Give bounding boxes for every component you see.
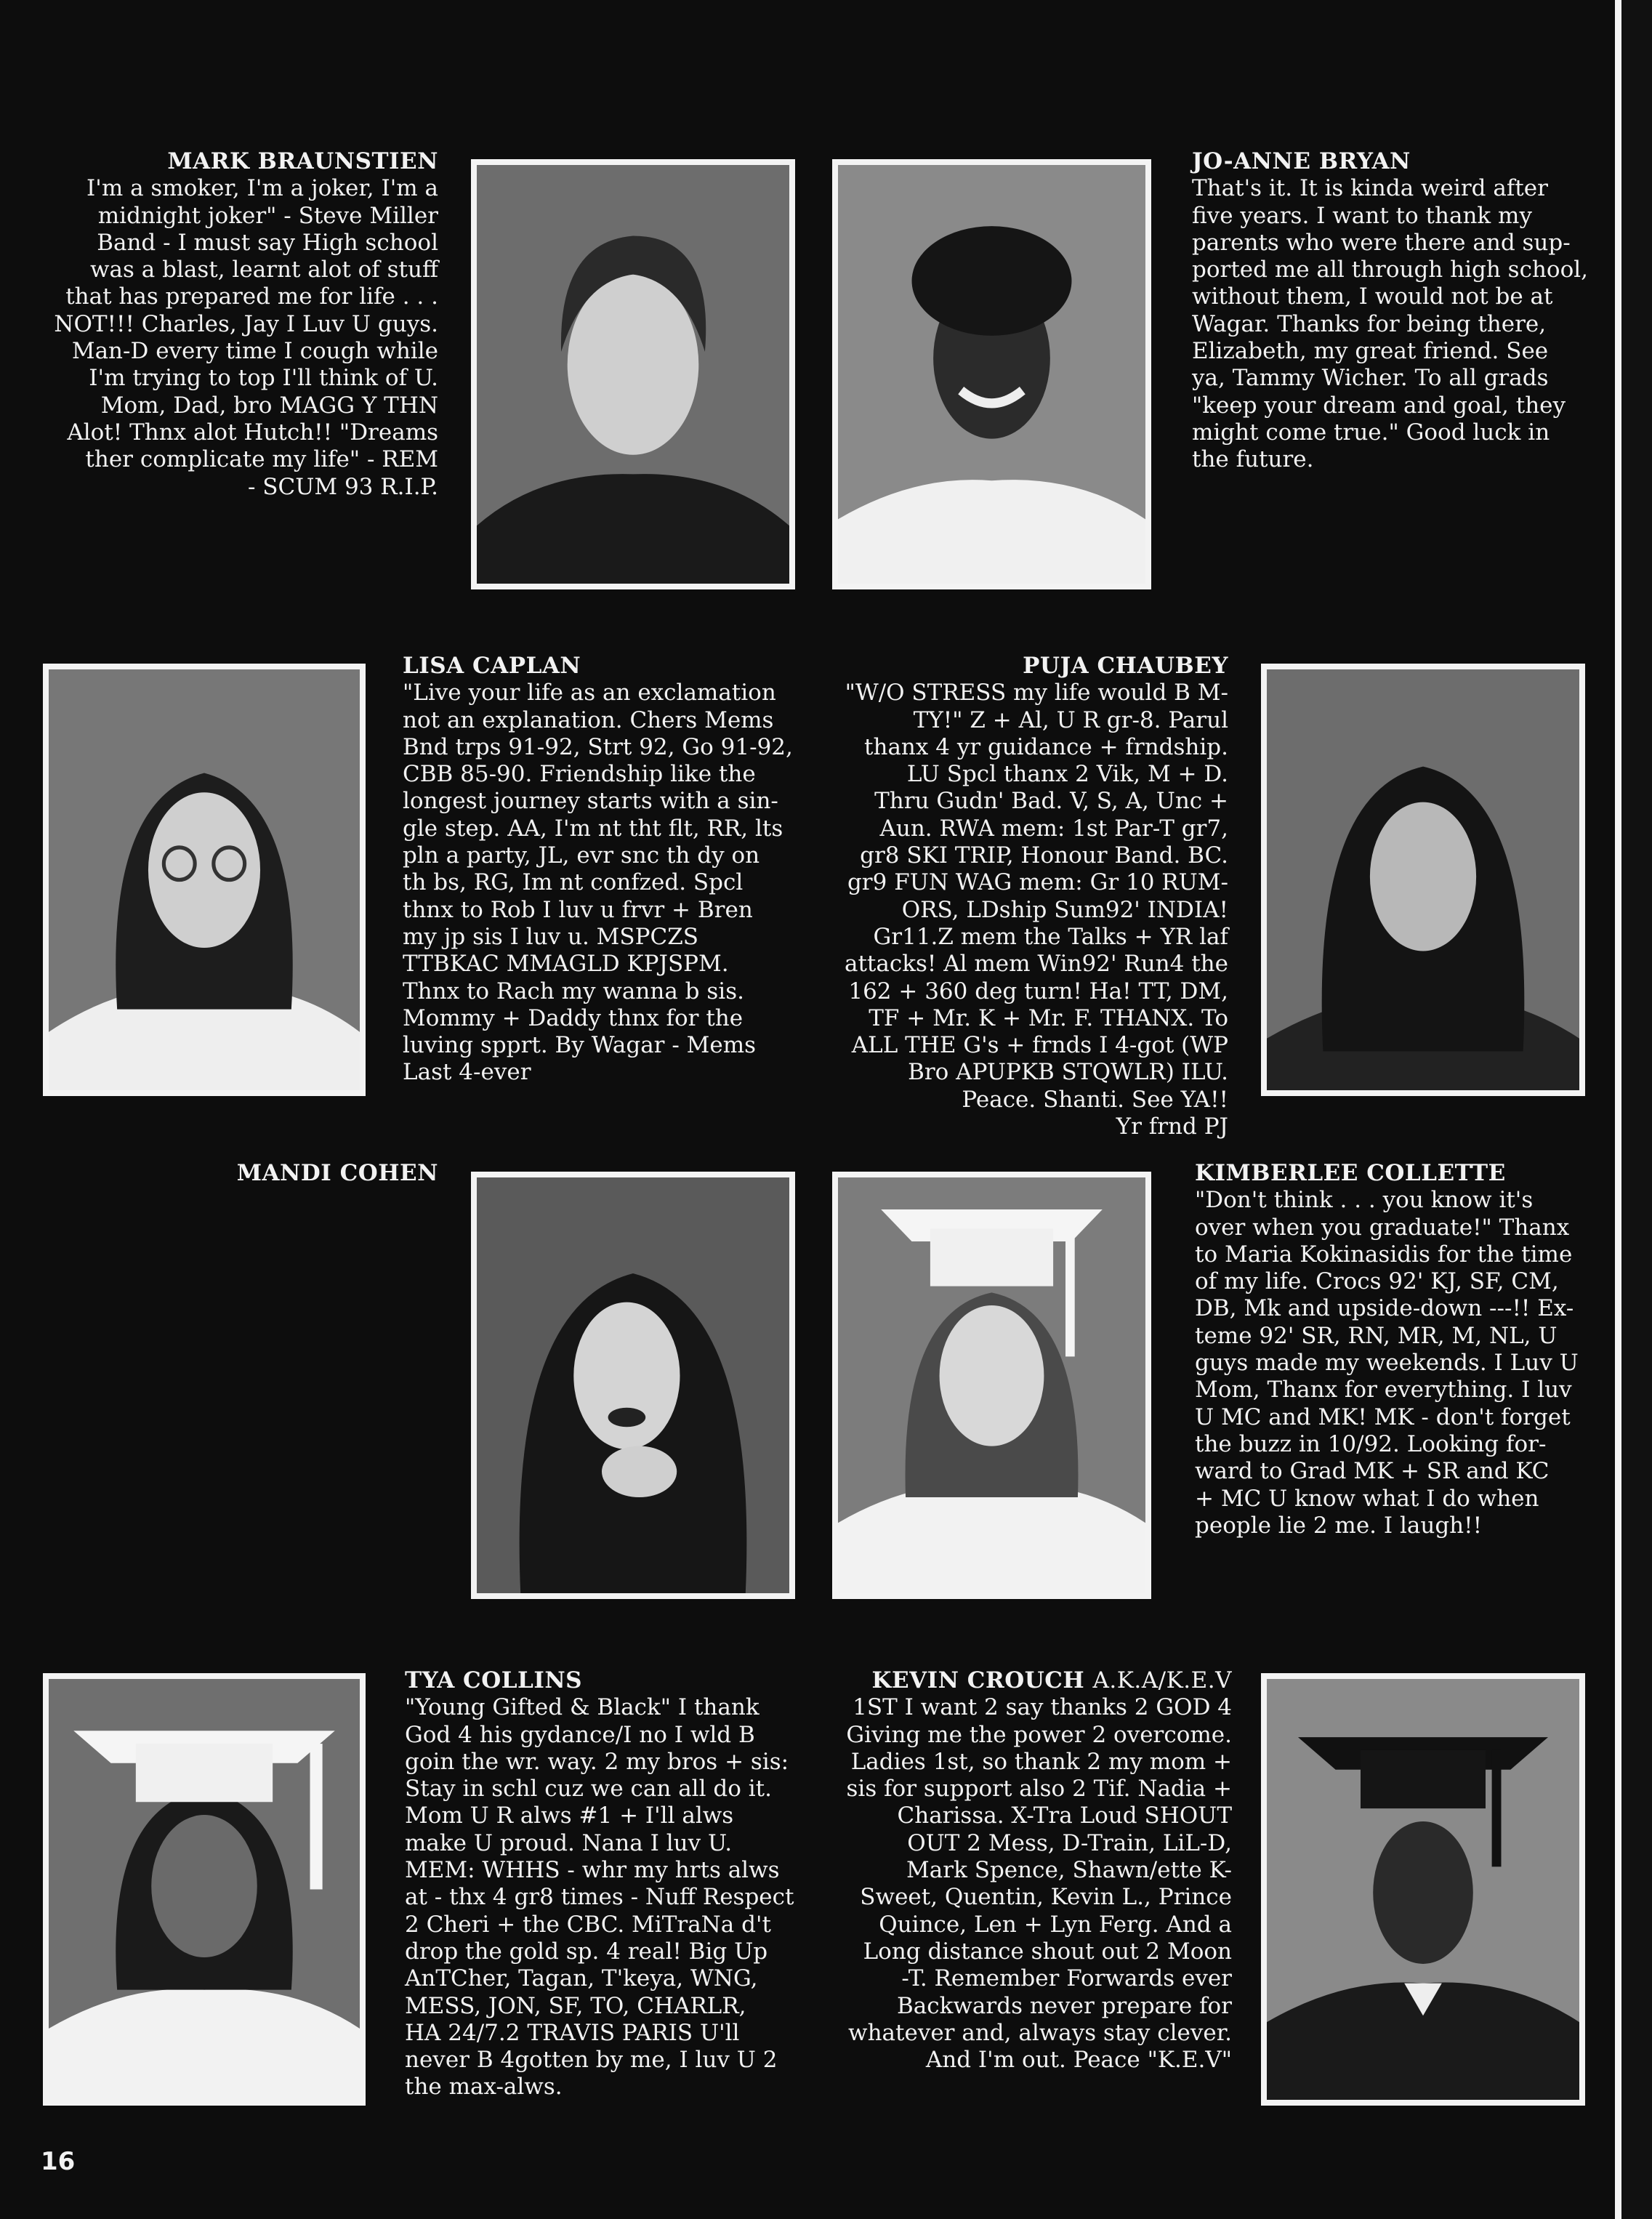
entry-mark-braunstien [51, 148, 438, 501]
entry-mandi-cohen [51, 1160, 438, 1187]
student-name: LISA CAPLAN [403, 653, 581, 679]
portrait-mark-braunstien [471, 159, 795, 589]
page-edge-shadow [1621, 0, 1652, 2219]
student-name: KEVIN CROUCH [871, 1667, 1085, 1694]
student-name: JO-ANNE BRYAN [1192, 148, 1411, 174]
portrait-tya-collins [43, 1673, 366, 2106]
student-quote: "Young Gifted & Black" I thank God 4 his gydance/I no I wld B goin the wr. way. 2 my bros + sis: Stay in schl cuz we can all do it. Mom U R alws #1 + I'll alws make U proud. Nana I luv U. MEM: WHHS - whr my hrts alws at - thx 4 gr8 times - Nuff Respect 2 Cheri + the CBC. MiTraNa d't drop the gold sp. 4 real! Big Up AnTCher, Tagan, T'keya, WNG, MESS, JON, SF, TO, CHARLR, HA 24/7.2 TRAVIS PARIS U'll never B 4gotten by me, I luv U 2 the max-alws. [405, 1694, 794, 2101]
student-quote: "Don't think . . . you know it's over when you graduate!" Thanx to Maria Kokinasidis for the time of my life. Crocs 92' KJ, SF, CM, DB, Mk and upside-down ---!! Ex- teme 92' SR, RN, MR, M, NL, U guys made my weekends. I Luv U Mom, Thanx for everything. I luv U MC and MK! MK - don't forget the buzz in 10/92. Looking for- ward to Grad MK + SR and KC + MC U know what I do when people lie 2 me. I laugh!! [1195, 1187, 1579, 1539]
student-name: MANDI COHEN [236, 1160, 438, 1186]
portrait-puja-chaubey [1261, 664, 1585, 1096]
student-name: TYA COLLINS [405, 1667, 583, 1694]
entry-kimberlee-collette [1195, 1160, 1609, 1539]
entry-lisa-caplan [403, 653, 810, 1087]
student-name: KIMBERLEE COLLETTE [1195, 1160, 1506, 1186]
student-quote: That's it. It is kinda weird after five years. I want to thank my parents who were there and sup- ported me all through high school, without them, I would not be at Wagar. Thanks for being there, Elizabeth, my great friend. See ya, Tammy Wicher. To all grads "keep your dream and goal, they might come true." Good luck in the future. [1192, 175, 1588, 473]
student-name: PUJA CHAUBEY [1023, 653, 1228, 679]
entry-puja-chaubey [821, 653, 1228, 1140]
student-quote: 1ST I want 2 say thanks 2 GOD 4 Giving me the power 2 overcome. Ladies 1st, so thank 2 my mom + sis for support also 2 Tif. Nadia + Charissa. X-Tra Loud SHOUT OUT 2 Mess, D-Train, LiL-D, Mark Spence, Shawn/ette K- Sweet, Quentin, Kevin L., Prince Quince, Len + Lyn Ferg. And a Long distance shout out 2 Moon -T. Remember Forwards ever Backwards never prepare for whatever and, always stay clever. And I'm out. Peace "K.E.V" [846, 1694, 1232, 2074]
student-quote: "W/O STRESS my life would B M- TY!" Z + Al, U R gr-8. Parul thanx 4 yr guidance + frndship. LU Spcl thanx 2 Vik, M + D. Thru Gudn' Bad. V, S, A, Unc + Aun. RWA mem: 1st Par-T gr7, gr8 SKI TRIP, Honour Band. BC. gr9 FUN WAG mem: Gr 10 RUM- ORS, LDship Sum92' INDIA! Gr11.Z mem the Talks + YR laf attacks! Al mem Win92' Run4 the 162 + 360 deg turn! Ha! TT, DM, TF + Mr. K + Mr. F. THANX. To ALL THE G's + frnds I 4-got (WP Bro APUPKB STQWLR) ILU. Peace. Shanti. See YA!! Yr frnd PJ [844, 680, 1228, 1140]
student-nickname: A.K.A/K.E.V [1092, 1667, 1232, 1694]
portrait-kevin-crouch [1261, 1673, 1585, 2106]
student-name: MARK BRAUNSTIEN [167, 148, 438, 174]
portrait-jo-anne-bryan [832, 159, 1151, 589]
portrait-mandi-cohen [471, 1172, 795, 1599]
page-edge-rule [1615, 0, 1621, 2219]
entry-kevin-crouch [821, 1667, 1232, 2074]
student-name-line [821, 1667, 1232, 1694]
student-quote: I'm a smoker, I'm a joker, I'm a midnight joker" - Steve Miller Band - I must say High school was a blast, learnt alot of stuff that has prepared me for life . . . NOT!!! Charles, Jay I Luv U guys. Man-D every time I cough while I'm trying to top I'll think of U. Mom, Dad, bro MAGG Y THN Alot! Thnx alot Hutch!! "Dreams ther complicate my life" - REM - SCUM 93 R.I.P. [54, 175, 438, 500]
entry-jo-anne-bryan [1192, 148, 1606, 474]
portrait-kimberlee-collette [832, 1172, 1151, 1599]
entry-tya-collins [405, 1667, 819, 2101]
page-number: 16 [41, 2147, 76, 2176]
student-quote: "Live your life as an exclamation not an explanation. Chers Mems Bnd trps 91-92, Strt 92, Go 91-92, CBB 85-90. Friendship like the longest journey starts with a sin- gle step. AA, I'm nt tht flt, RR, lts pln a party, JL, evr snc th dy on th bs, RG, Im nt confzed. Spcl thnx to Rob I luv u frvr + Bren my jp sis I luv u. MSPCZS TTBKAC MMAGLD KPJSPM. Thnx to Rach my wanna b sis. Mommy + Daddy thnx for the luving spprt. By Wagar - Mems Last 4-ever [403, 680, 793, 1086]
portrait-lisa-caplan [43, 664, 366, 1096]
